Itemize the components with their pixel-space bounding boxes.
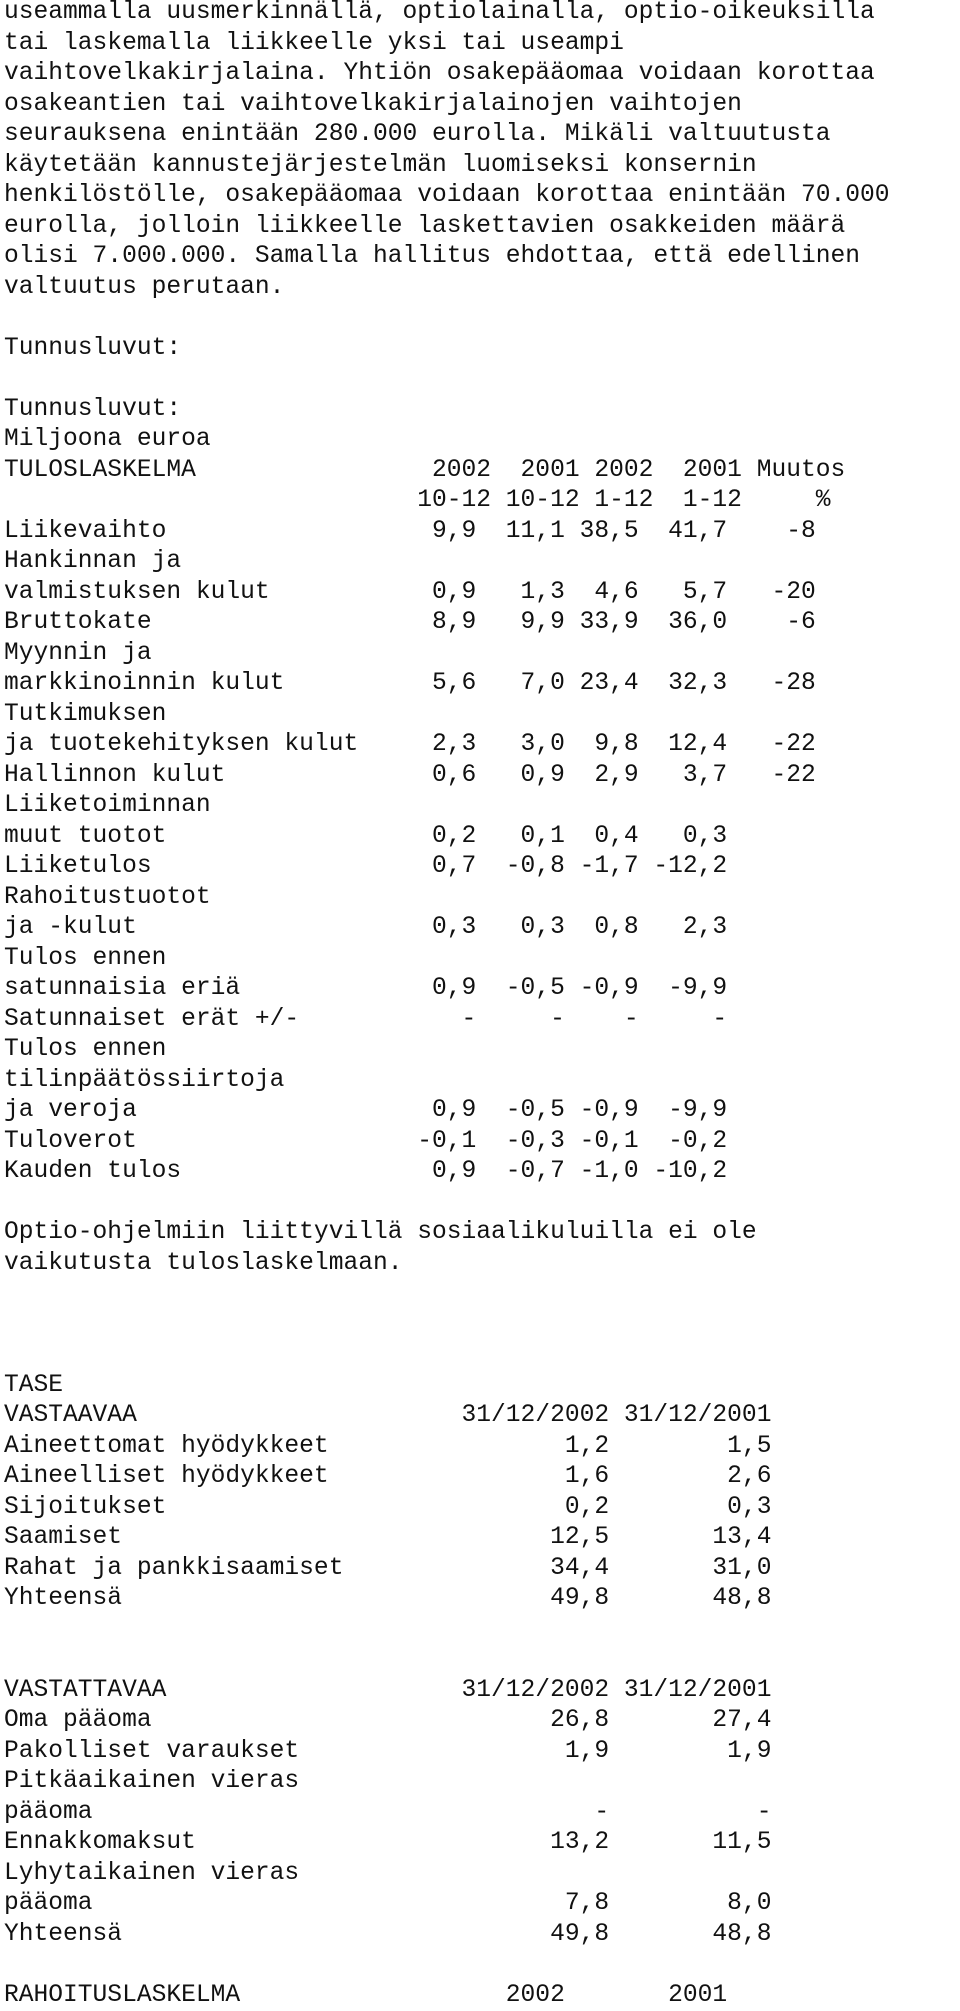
income-statement-line: Kauden tulos 0,9 -0,7 -1,0 -10,2 bbox=[4, 1157, 954, 1188]
income-statement-line: Myynnin ja bbox=[4, 639, 954, 670]
balance-assets-line: Yhteensä 49,8 48,8 bbox=[4, 1584, 954, 1615]
balance-liabilities-line: VASTATTAVAA 31/12/2002 31/12/2001 bbox=[4, 1676, 954, 1707]
income-statement-line: Satunnaiset erät +/- - - - - bbox=[4, 1005, 954, 1036]
intro-paragraph-line: valtuutus perutaan. bbox=[4, 273, 954, 304]
intro-paragraph-line: osakeantien tai vaihtovelkakirjalainojen vaihtojen bbox=[4, 90, 954, 121]
document-body bbox=[4, 0, 954, 2011]
income-statement-line: Hankinnan ja bbox=[4, 547, 954, 578]
balance-liabilities-line: pääoma - - bbox=[4, 1798, 954, 1829]
intro-paragraph-line: käytetään kannustejärjestelmän luomiseksi konsernin bbox=[4, 151, 954, 182]
income-statement-table bbox=[4, 395, 954, 1188]
income-statement-line: markkinoinnin kulut 5,6 7,0 23,4 32,3 -28 bbox=[4, 669, 954, 700]
balance-assets-line: Aineelliset hyödykkeet 1,6 2,6 bbox=[4, 1462, 954, 1493]
key-figures-heading: Tunnusluvut: bbox=[4, 334, 954, 365]
balance-liabilities-line: Lyhytaikainen vieras bbox=[4, 1859, 954, 1890]
income-statement-line: ja -kulut 0,3 0,3 0,8 2,3 bbox=[4, 913, 954, 944]
income-statement-line: Tuloverot -0,1 -0,3 -0,1 -0,2 bbox=[4, 1127, 954, 1158]
income-statement-line: Tulos ennen bbox=[4, 944, 954, 975]
intro-paragraph-line: eurolla, jolloin liikkeelle laskettavien osakkeiden määrä bbox=[4, 212, 954, 243]
balance-sheet-liabilities bbox=[4, 1676, 954, 1951]
balance-assets-line: VASTAAVAA 31/12/2002 31/12/2001 bbox=[4, 1401, 954, 1432]
income-statement-line: muut tuotot 0,2 0,1 0,4 0,3 bbox=[4, 822, 954, 853]
income-statement-line: Tutkimuksen bbox=[4, 700, 954, 731]
intro-paragraph-line: useammalla uusmerkinnällä, optiolainalla, optio-oikeuksilla bbox=[4, 0, 954, 29]
income-statement-line: tilinpäätössiirtoja bbox=[4, 1066, 954, 1097]
balance-liabilities-line: Pakolliset varaukset 1,9 1,9 bbox=[4, 1737, 954, 1768]
balance-liabilities-line: pääoma 7,8 8,0 bbox=[4, 1889, 954, 1920]
income-statement-line: TULOSLASKELMA 2002 2001 2002 2001 Muutos bbox=[4, 456, 954, 487]
balance-assets-line: Aineettomat hyödykkeet 1,2 1,5 bbox=[4, 1432, 954, 1463]
income-statement-line: Hallinnon kulut 0,6 0,9 2,9 3,7 -22 bbox=[4, 761, 954, 792]
income-statement-line: ja tuotekehityksen kulut 2,3 3,0 9,8 12,4 -22 bbox=[4, 730, 954, 761]
income-statement-line: Rahoitustuotot bbox=[4, 883, 954, 914]
options-note-line: vaikutusta tuloslaskelmaan. bbox=[4, 1249, 954, 1280]
intro-paragraph-line: vaihtovelkakirjalaina. Yhtiön osakepääomaa voidaan korottaa bbox=[4, 59, 954, 90]
balance-liabilities-line: Yhteensä 49,8 48,8 bbox=[4, 1920, 954, 1951]
income-statement-line: Liikevaihto 9,9 11,1 38,5 41,7 -8 bbox=[4, 517, 954, 548]
balance-assets-line: Saamiset 12,5 13,4 bbox=[4, 1523, 954, 1554]
cash-flow-header: RAHOITUSLASKELMA 2002 2001 bbox=[4, 1981, 954, 2011]
intro-paragraph-line: henkilöstölle, osakepääomaa voidaan korottaa enintään 70.000 bbox=[4, 181, 954, 212]
intro-paragraph-line: olisi 7.000.000. Samalla hallitus ehdottaa, että edellinen bbox=[4, 242, 954, 273]
balance-assets-line: TASE bbox=[4, 1371, 954, 1402]
balance-sheet-assets bbox=[4, 1371, 954, 1615]
income-statement-line: 10-12 10-12 1-12 1-12 % bbox=[4, 486, 954, 517]
balance-liabilities-line: Pitkäaikainen vieras bbox=[4, 1767, 954, 1798]
options-note-line: Optio-ohjelmiin liittyvillä sosiaalikuluilla ei ole bbox=[4, 1218, 954, 1249]
income-statement-line: Miljoona euroa bbox=[4, 425, 954, 456]
balance-assets-line: Sijoitukset 0,2 0,3 bbox=[4, 1493, 954, 1524]
balance-liabilities-line: Ennakkomaksut 13,2 11,5 bbox=[4, 1828, 954, 1859]
income-statement-line: satunnaisia eriä 0,9 -0,5 -0,9 -9,9 bbox=[4, 974, 954, 1005]
intro-paragraph bbox=[4, 0, 954, 303]
income-statement-line: ja veroja 0,9 -0,5 -0,9 -9,9 bbox=[4, 1096, 954, 1127]
income-statement-line: Liiketulos 0,7 -0,8 -1,7 -12,2 bbox=[4, 852, 954, 883]
options-note bbox=[4, 1218, 954, 1279]
income-statement-line: Liiketoiminnan bbox=[4, 791, 954, 822]
balance-liabilities-line: Oma pääoma 26,8 27,4 bbox=[4, 1706, 954, 1737]
income-statement-line: Bruttokate 8,9 9,9 33,9 36,0 -6 bbox=[4, 608, 954, 639]
income-statement-line: Tunnusluvut: bbox=[4, 395, 954, 426]
income-statement-line: Tulos ennen bbox=[4, 1035, 954, 1066]
income-statement-line: valmistuksen kulut 0,9 1,3 4,6 5,7 -20 bbox=[4, 578, 954, 609]
balance-assets-line: Rahat ja pankkisaamiset 34,4 31,0 bbox=[4, 1554, 954, 1585]
intro-paragraph-line: seurauksena enintään 280.000 eurolla. Mikäli valtuutusta bbox=[4, 120, 954, 151]
intro-paragraph-line: tai laskemalla liikkeelle yksi tai useampi bbox=[4, 29, 954, 60]
